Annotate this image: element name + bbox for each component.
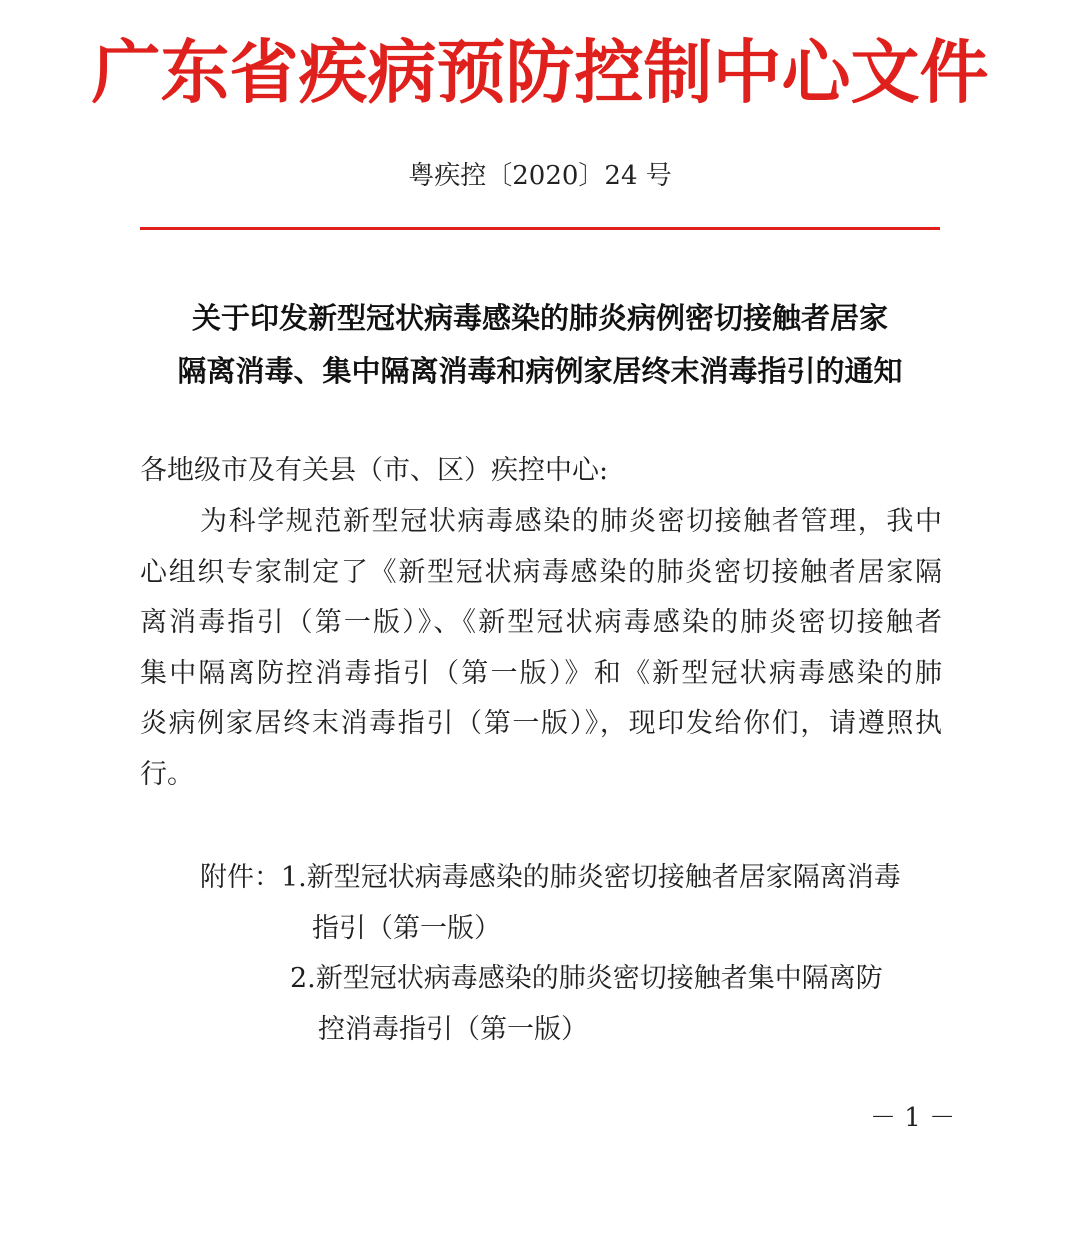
- body-line: 为科学规范新型冠状病毒感染的肺炎密切接触者管理，我中: [200, 506, 942, 537]
- title-line-2: 隔离消毒、集中隔离消毒和病例家居终末消毒指引的通知: [177, 354, 903, 388]
- attachment-item-1: 附件：1.新型冠状病毒感染的肺炎密切接触者居家隔离消毒: [200, 862, 901, 893]
- attachments-list: [200, 853, 942, 1055]
- body-line: 集中隔离防控消毒指引（第一版）》和《新型冠状病毒感染的肺: [140, 657, 942, 689]
- attachment-item-1-continued: 指引（第一版）: [312, 912, 501, 944]
- attachment-item-2-continued: 控消毒指引（第一版）: [318, 1013, 588, 1045]
- salutation: 各地级市及有关县（市、区）疾控中心:: [140, 455, 609, 486]
- document-title: [138, 292, 942, 398]
- body-line: 行。: [140, 758, 194, 790]
- body-paragraph: [140, 497, 942, 800]
- page-number: － 1 －: [870, 1103, 956, 1133]
- body-line: 炎病例家居终末消毒指引（第一版）》，现印发给你们，请遵照执: [140, 708, 942, 739]
- document-number: 粤疾控〔2020〕24 号: [408, 161, 672, 191]
- title-line-1: 关于印发新型冠状病毒感染的肺炎病例密切接触者居家: [191, 301, 888, 335]
- attachment-item-2: 2.新型冠状病毒感染的肺炎密切接触者集中隔离防: [290, 963, 883, 994]
- body-line: 心组织专家制定了《新型冠状病毒感染的肺炎密切接触者居家隔: [140, 556, 942, 588]
- body-line: 离消毒指引（第一版）》、《新型冠状病毒感染的肺炎密切接触者: [140, 607, 942, 638]
- document-masthead: 广东省疾病预防控制中心文件: [91, 32, 989, 113]
- red-divider-line: [140, 227, 940, 230]
